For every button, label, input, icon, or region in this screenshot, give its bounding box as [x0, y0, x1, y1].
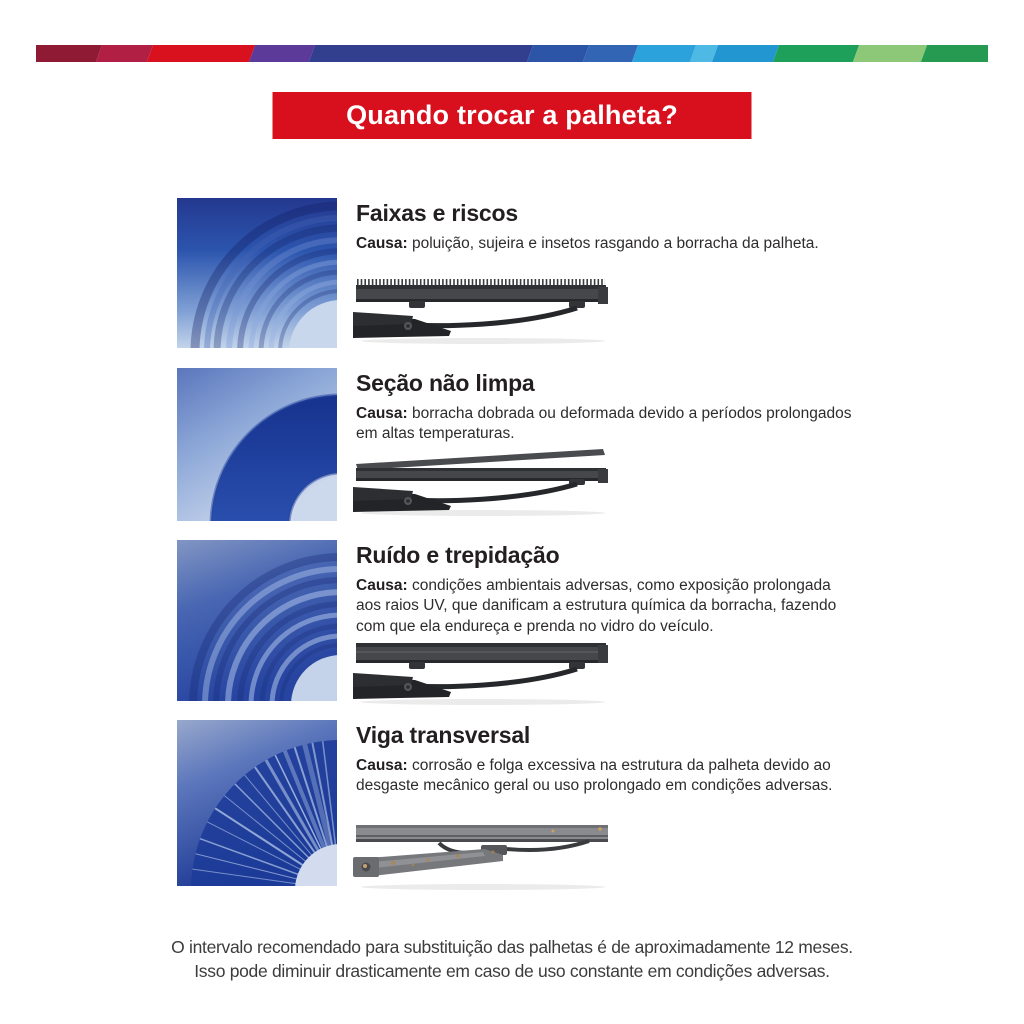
- wiper-hardened-rubber-graphic: [353, 635, 615, 706]
- cause-text: corrosão e folga excessiva na estrutura da palheta devido ao desgaste mecânico geral ou uso prolongado em condições adversas.: [356, 757, 833, 795]
- cause-text: poluição, sujeira e insetos rasgando a borracha da palheta.: [412, 235, 819, 252]
- windshield-judder-graphic: [177, 540, 337, 701]
- color-strip-segment: [249, 45, 315, 62]
- section-cause: [356, 756, 856, 797]
- wiper-corroded-frame-graphic: [353, 819, 615, 890]
- section-title: Viga transversal: [356, 722, 531, 748]
- color-strip-segment: [36, 45, 102, 62]
- section-title: Faixas e riscos: [356, 200, 518, 226]
- footer-line-2: Isso pode diminuir drasticamente em caso de uso constante em condições adversas.: [194, 960, 830, 981]
- windshield-uncleaned-image: [177, 368, 337, 521]
- color-strip-segment: [147, 45, 255, 62]
- windshield-streaks-graphic: [177, 198, 337, 348]
- windshield-uncleaned-graphic: [177, 368, 337, 521]
- section-cause: [356, 234, 856, 254]
- brand-color-strip: [36, 45, 988, 62]
- windshield-judder-image: [177, 540, 337, 701]
- color-strip-segment: [853, 45, 927, 62]
- footer-note: [0, 936, 1024, 983]
- color-strip-segment: [921, 45, 988, 62]
- color-strip-segment: [583, 45, 638, 62]
- wiper-bent-rubber-image: [353, 446, 615, 517]
- cause-label: Causa:: [356, 757, 408, 774]
- wiper-frayed-rubber-graphic: [353, 274, 615, 345]
- wiper-hardened-rubber-image: [353, 635, 615, 706]
- brand-color-strip-segments: [36, 45, 988, 62]
- color-strip-segment: [309, 45, 534, 62]
- title-banner: [273, 92, 752, 139]
- cause-label: Causa:: [356, 235, 408, 252]
- color-strip-segment: [527, 45, 589, 62]
- cause-text: condições ambientais adversas, como exposição prolongada aos raios UV, que danificam a estrutura química da borracha, fazendo com que ela endureça e prenda no vidro do veículo.: [356, 577, 837, 635]
- color-strip-segment: [773, 45, 859, 62]
- section-cause: [356, 404, 856, 445]
- windshield-radial-streaks-graphic: [177, 720, 337, 886]
- color-strip-segment: [712, 45, 779, 62]
- wiper-bent-rubber-graphic: [353, 446, 615, 517]
- color-strip-segment: [96, 45, 153, 62]
- section-cause: [356, 576, 856, 637]
- wiper-corroded-frame-image: [353, 819, 615, 890]
- footer-line-1: O intervalo recomendado para substituição das palhetas é de aproximadamente 12 meses.: [171, 937, 853, 957]
- cause-label: Causa:: [356, 405, 408, 422]
- section-title: Ruído e trepidação: [356, 542, 560, 568]
- windshield-streaks-image: [177, 198, 337, 348]
- windshield-radial-streaks-image: [177, 720, 337, 886]
- wiper-frayed-rubber-image: [353, 274, 615, 345]
- cause-text: borracha dobrada ou deformada devido a períodos prolongados em altas temperaturas.: [356, 405, 852, 443]
- color-strip-segment: [632, 45, 696, 62]
- cause-label: Causa:: [356, 577, 408, 594]
- section-title: Seção não limpa: [356, 370, 535, 396]
- page-title: Quando trocar a palheta?: [346, 100, 678, 130]
